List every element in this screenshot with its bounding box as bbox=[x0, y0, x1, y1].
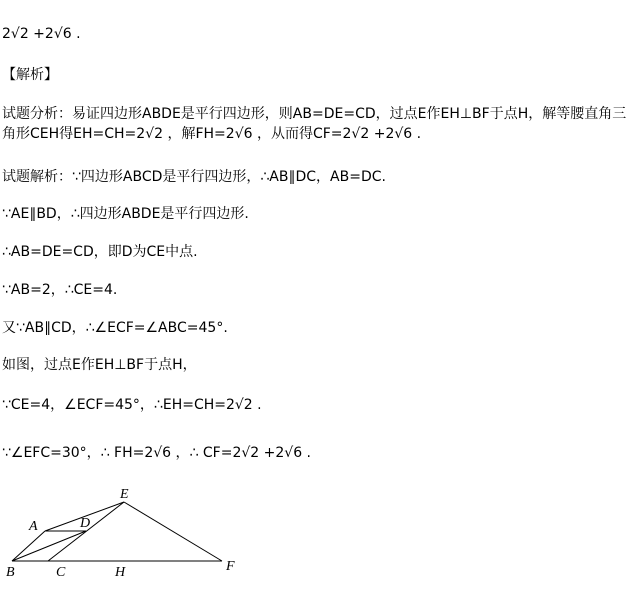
solution-line: ∵∠EFC=30°，∴ FH=2√6 ，∴ CF=2√2 +2√6 . bbox=[2, 445, 311, 461]
analysis-line-1: 试题分析：易证四边形ABDE是平行四边形，则AB=DE=CD，过点E作EH⊥BF于点H，解等腰直角三 bbox=[2, 106, 627, 122]
point-label-e: E bbox=[120, 487, 129, 502]
solution-line: 试题解析：∵四边形ABCD是平行四边形，∴AB∥DC，AB=DC. bbox=[2, 169, 386, 185]
segment-ef bbox=[124, 502, 222, 561]
point-label-h: H bbox=[115, 565, 126, 580]
solution-line: ∵AE∥BD，∴四边形ABDE是平行四边形. bbox=[2, 206, 249, 222]
point-label-d: D bbox=[80, 516, 91, 531]
segment-bd bbox=[12, 531, 86, 561]
solution-line: ∵CE=4，∠ECF=45°，∴EH=CH=2√2 . bbox=[2, 397, 262, 413]
solution-line: ∵AB=2，∴CE=4. bbox=[2, 282, 118, 298]
segment-ba bbox=[12, 531, 45, 561]
answer-line: 2√2 +2√6 . bbox=[2, 26, 81, 42]
solution-line: 如图，过点E作EH⊥BF于点H， bbox=[2, 357, 197, 373]
analysis-line-2: 角形CEH得EH=CH=2√2 ，解FH=2√6 ，从而得CF=2√2 +2√6 . bbox=[2, 126, 422, 142]
point-label-c: C bbox=[56, 565, 66, 580]
point-label-a: A bbox=[29, 519, 38, 534]
solution-line: ∴AB=DE=CD，即D为CE中点. bbox=[2, 244, 198, 260]
point-label-f: F bbox=[226, 559, 235, 574]
solution-line: 又∵AB∥CD，∴∠ECF=∠ABC=45°. bbox=[2, 320, 228, 336]
section-title: 【解析】 bbox=[2, 67, 58, 83]
point-label-b: B bbox=[6, 565, 15, 580]
